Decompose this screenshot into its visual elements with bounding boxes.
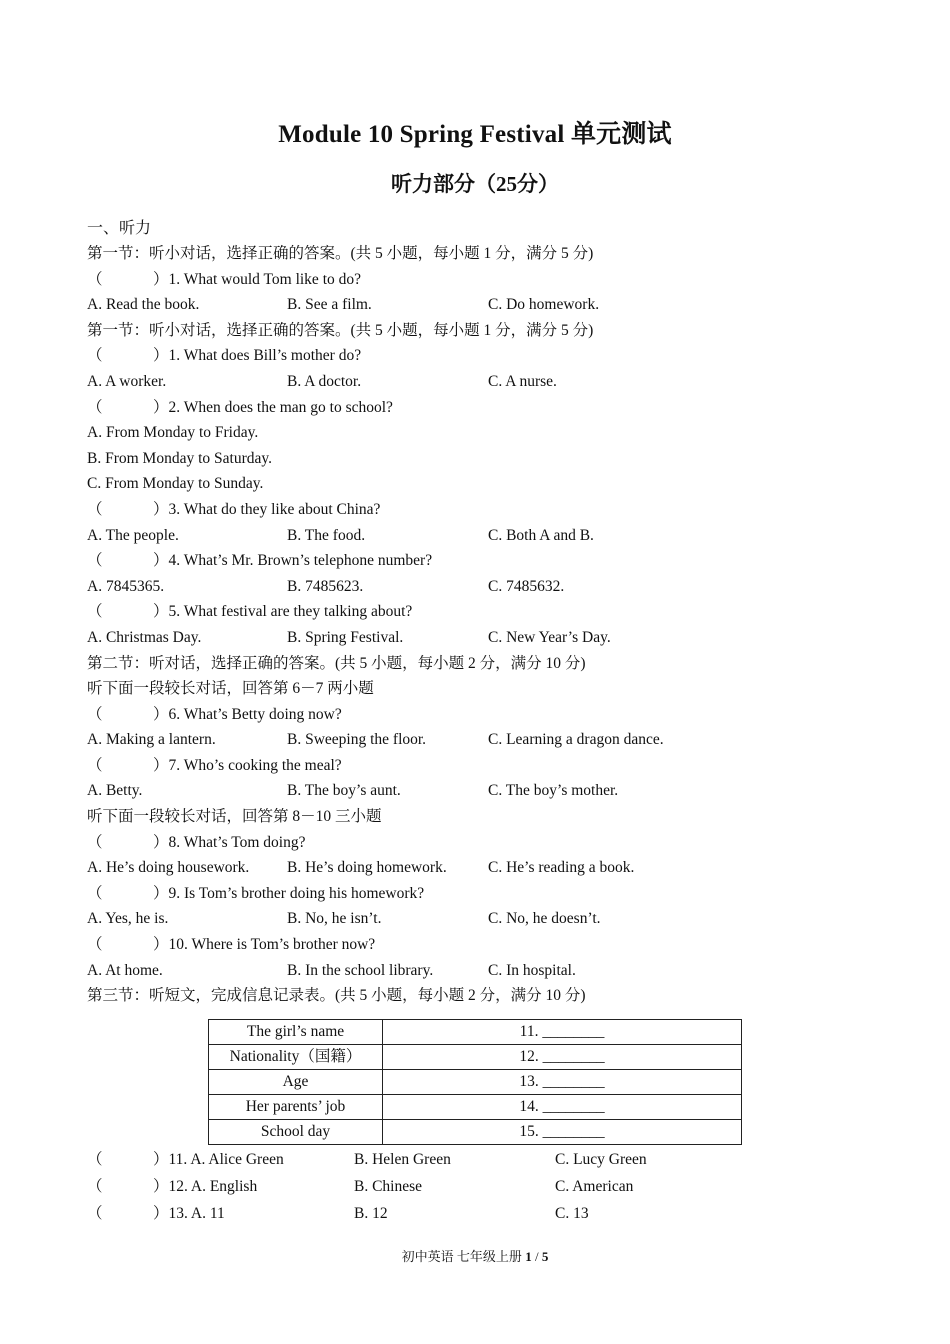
question-with-option-a: [87, 1173, 257, 1200]
answer-blank: （: [87, 756, 103, 774]
option-b: B. See a film.: [287, 296, 372, 314]
option-b: B. No, he isn’t.: [287, 910, 382, 928]
question-stem: [87, 267, 767, 293]
question-row: [87, 1146, 787, 1173]
option-a: A. Christmas Day.: [87, 628, 202, 646]
answer-blank: （: [87, 270, 103, 288]
option-b: B. The boy’s aunt.: [287, 782, 401, 800]
option-a: A. Yes, he is.: [87, 910, 169, 928]
question-stem: [87, 702, 767, 728]
question-stem: [87, 753, 767, 779]
table-row: [209, 1095, 742, 1120]
option-a: A. At home.: [87, 961, 163, 979]
option-a: A. A worker.: [87, 372, 167, 390]
question-text: ）12. A. English: [153, 1178, 258, 1195]
option-c: C. New Year’s Day.: [488, 628, 611, 646]
table-blank-cell: 12. ________: [383, 1045, 742, 1070]
answer-blank: （: [87, 884, 103, 902]
option-c: C. 13: [555, 1205, 589, 1222]
table-key-cell: School day: [209, 1120, 383, 1145]
option-b: B. Sweeping the floor.: [287, 731, 427, 749]
option-row: [87, 906, 767, 932]
option-c: C. In hospital.: [488, 961, 576, 979]
option-b: B. Spring Festival.: [287, 628, 404, 646]
after-table-questions: [87, 1146, 787, 1227]
option-row: [87, 727, 767, 753]
text-line: B. From Monday to Saturday.: [87, 449, 272, 467]
listening-section: [87, 216, 767, 1009]
answer-blank: （: [87, 1178, 103, 1195]
question-row: [87, 1200, 787, 1227]
table-key-cell: Nationality（国籍）: [209, 1045, 383, 1070]
question-text: ）5. What festival are they talking about?: [153, 603, 413, 621]
text-line: 第二节：听对话，选择正确的答案。(共 5 小题，每小题 2 分，满分 10 分): [87, 654, 586, 672]
option-a: A. He’s doing housework.: [87, 859, 250, 877]
option-b: B. A doctor.: [287, 372, 362, 390]
option-a: A. Read the book.: [87, 296, 200, 314]
question-with-option-a: [87, 1200, 225, 1227]
table-row: [209, 1120, 742, 1145]
option-c: C. No, he doesn’t.: [488, 910, 601, 928]
question-text: ）7. Who’s cooking the meal?: [153, 756, 342, 774]
option-c: C. Do homework.: [488, 296, 600, 314]
option-row: [87, 574, 767, 600]
question-text: ）13. A. 11: [153, 1205, 225, 1222]
option-b: B. Chinese: [354, 1178, 423, 1195]
text-line: 听下面一段较长对话，回答第 8－10 三小题: [87, 808, 382, 826]
part-heading: 一、听力: [87, 220, 152, 237]
option-c: C. A nurse.: [488, 372, 557, 390]
question-stem: [87, 881, 767, 907]
table-blank-cell: 15. ________: [383, 1120, 742, 1145]
question-stem: [87, 497, 767, 523]
option-c: C. 7485632.: [488, 577, 565, 595]
answer-blank: （: [87, 936, 103, 954]
question-row: [87, 1173, 787, 1200]
option-c: C. Learning a dragon dance.: [488, 731, 664, 749]
table-row: [209, 1045, 742, 1070]
option-c: C. Both A and B.: [488, 526, 594, 544]
text-line: 第一节：听小对话，选择正确的答案。(共 5 小题，每小题 1 分，满分 5 分): [87, 321, 594, 339]
option-c: C. Lucy Green: [555, 1151, 647, 1168]
question-text: ）11. A. Alice Green: [153, 1151, 284, 1168]
option-c: C. The boy’s mother.: [488, 782, 619, 800]
question-text: ）2. When does the man go to school?: [153, 398, 393, 416]
question-stem: [87, 343, 767, 369]
question-text: ）10. Where is Tom’s brother now?: [153, 936, 376, 954]
page-footer: [0, 1246, 950, 1265]
question-stem: [87, 830, 767, 856]
footer-page-total: 5: [541, 1249, 549, 1264]
option-a: A. 7845365.: [87, 577, 165, 595]
table-row: [209, 1070, 742, 1095]
info-record-table: [208, 1019, 742, 1145]
option-row: [87, 855, 767, 881]
question-text: ）8. What’s Tom doing?: [153, 833, 306, 851]
table-blank-cell: 13. ________: [383, 1070, 742, 1095]
question-with-option-a: [87, 1146, 284, 1173]
answer-blank: （: [87, 398, 103, 416]
option-row: [87, 523, 767, 549]
table-blank-cell: 14. ________: [383, 1095, 742, 1120]
table-row: [209, 1020, 742, 1045]
option-b: B. The food.: [287, 526, 366, 544]
option-c: C. American: [555, 1178, 634, 1195]
page-title: Module 10 Spring Festival 单元测试: [278, 121, 672, 148]
info-record-table-wrap: [208, 1019, 742, 1145]
question-lines: [87, 241, 767, 1009]
option-row: [87, 958, 767, 984]
option-row: [87, 778, 767, 804]
option-a: A. Making a lantern.: [87, 731, 216, 749]
table-key-cell: Her parents’ job: [209, 1095, 383, 1120]
question-stem: [87, 599, 767, 625]
question-stem: [87, 548, 767, 574]
text-line: 第一节：听小对话，选择正确的答案。(共 5 小题，每小题 1 分，满分 5 分): [87, 245, 594, 262]
question-stem: [87, 932, 767, 958]
question-text: ）9. Is Tom’s brother doing his homework?: [153, 884, 425, 902]
answer-blank: （: [87, 603, 103, 621]
footer-page-number: 1: [525, 1249, 532, 1264]
question-stem: [87, 395, 767, 421]
page-subtitle: 听力部分（25分）: [391, 172, 559, 196]
option-row: [87, 292, 767, 318]
option-row: [87, 625, 767, 651]
text-line: C. From Monday to Sunday.: [87, 475, 264, 493]
option-b: B. In the school library.: [287, 961, 434, 979]
answer-blank: （: [87, 1151, 103, 1168]
option-a: A. Betty.: [87, 782, 143, 800]
option-b: B. 7485623.: [287, 577, 364, 595]
answer-blank: （: [87, 347, 103, 365]
answer-blank: （: [87, 552, 103, 570]
question-text: ）3. What do they like about China?: [153, 500, 381, 518]
footer-course: 初中英语 七年级上册: [401, 1249, 522, 1264]
answer-blank: （: [87, 705, 103, 723]
answer-blank: （: [87, 1205, 103, 1222]
footer-separator: /: [534, 1249, 539, 1264]
option-b: B. 12: [354, 1205, 388, 1222]
question-text: ）1. What would Tom like to do?: [153, 270, 362, 288]
table-key-cell: Age: [209, 1070, 383, 1095]
question-text: ）4. What’s Mr. Brown’s telephone number?: [153, 552, 433, 570]
question-text: ）1. What does Bill’s mother do?: [153, 347, 362, 365]
table-key-cell: The girl’s name: [209, 1020, 383, 1045]
option-b: B. He’s doing homework.: [287, 859, 447, 877]
table-blank-cell: 11. ________: [383, 1020, 742, 1045]
text-line: 第三节：听短文，完成信息记录表。(共 5 小题，每小题 2 分，满分 10 分): [87, 987, 586, 1005]
option-a: A. The people.: [87, 526, 179, 544]
option-b: B. Helen Green: [354, 1151, 451, 1168]
text-line: A. From Monday to Friday.: [87, 424, 259, 442]
option-row: [87, 369, 767, 395]
answer-blank: （: [87, 833, 103, 851]
text-line: 听下面一段较长对话，回答第 6－7 两小题: [87, 680, 374, 698]
option-c: C. He’s reading a book.: [488, 859, 635, 877]
answer-blank: （: [87, 500, 103, 518]
question-text: ）6. What’s Betty doing now?: [153, 705, 342, 723]
